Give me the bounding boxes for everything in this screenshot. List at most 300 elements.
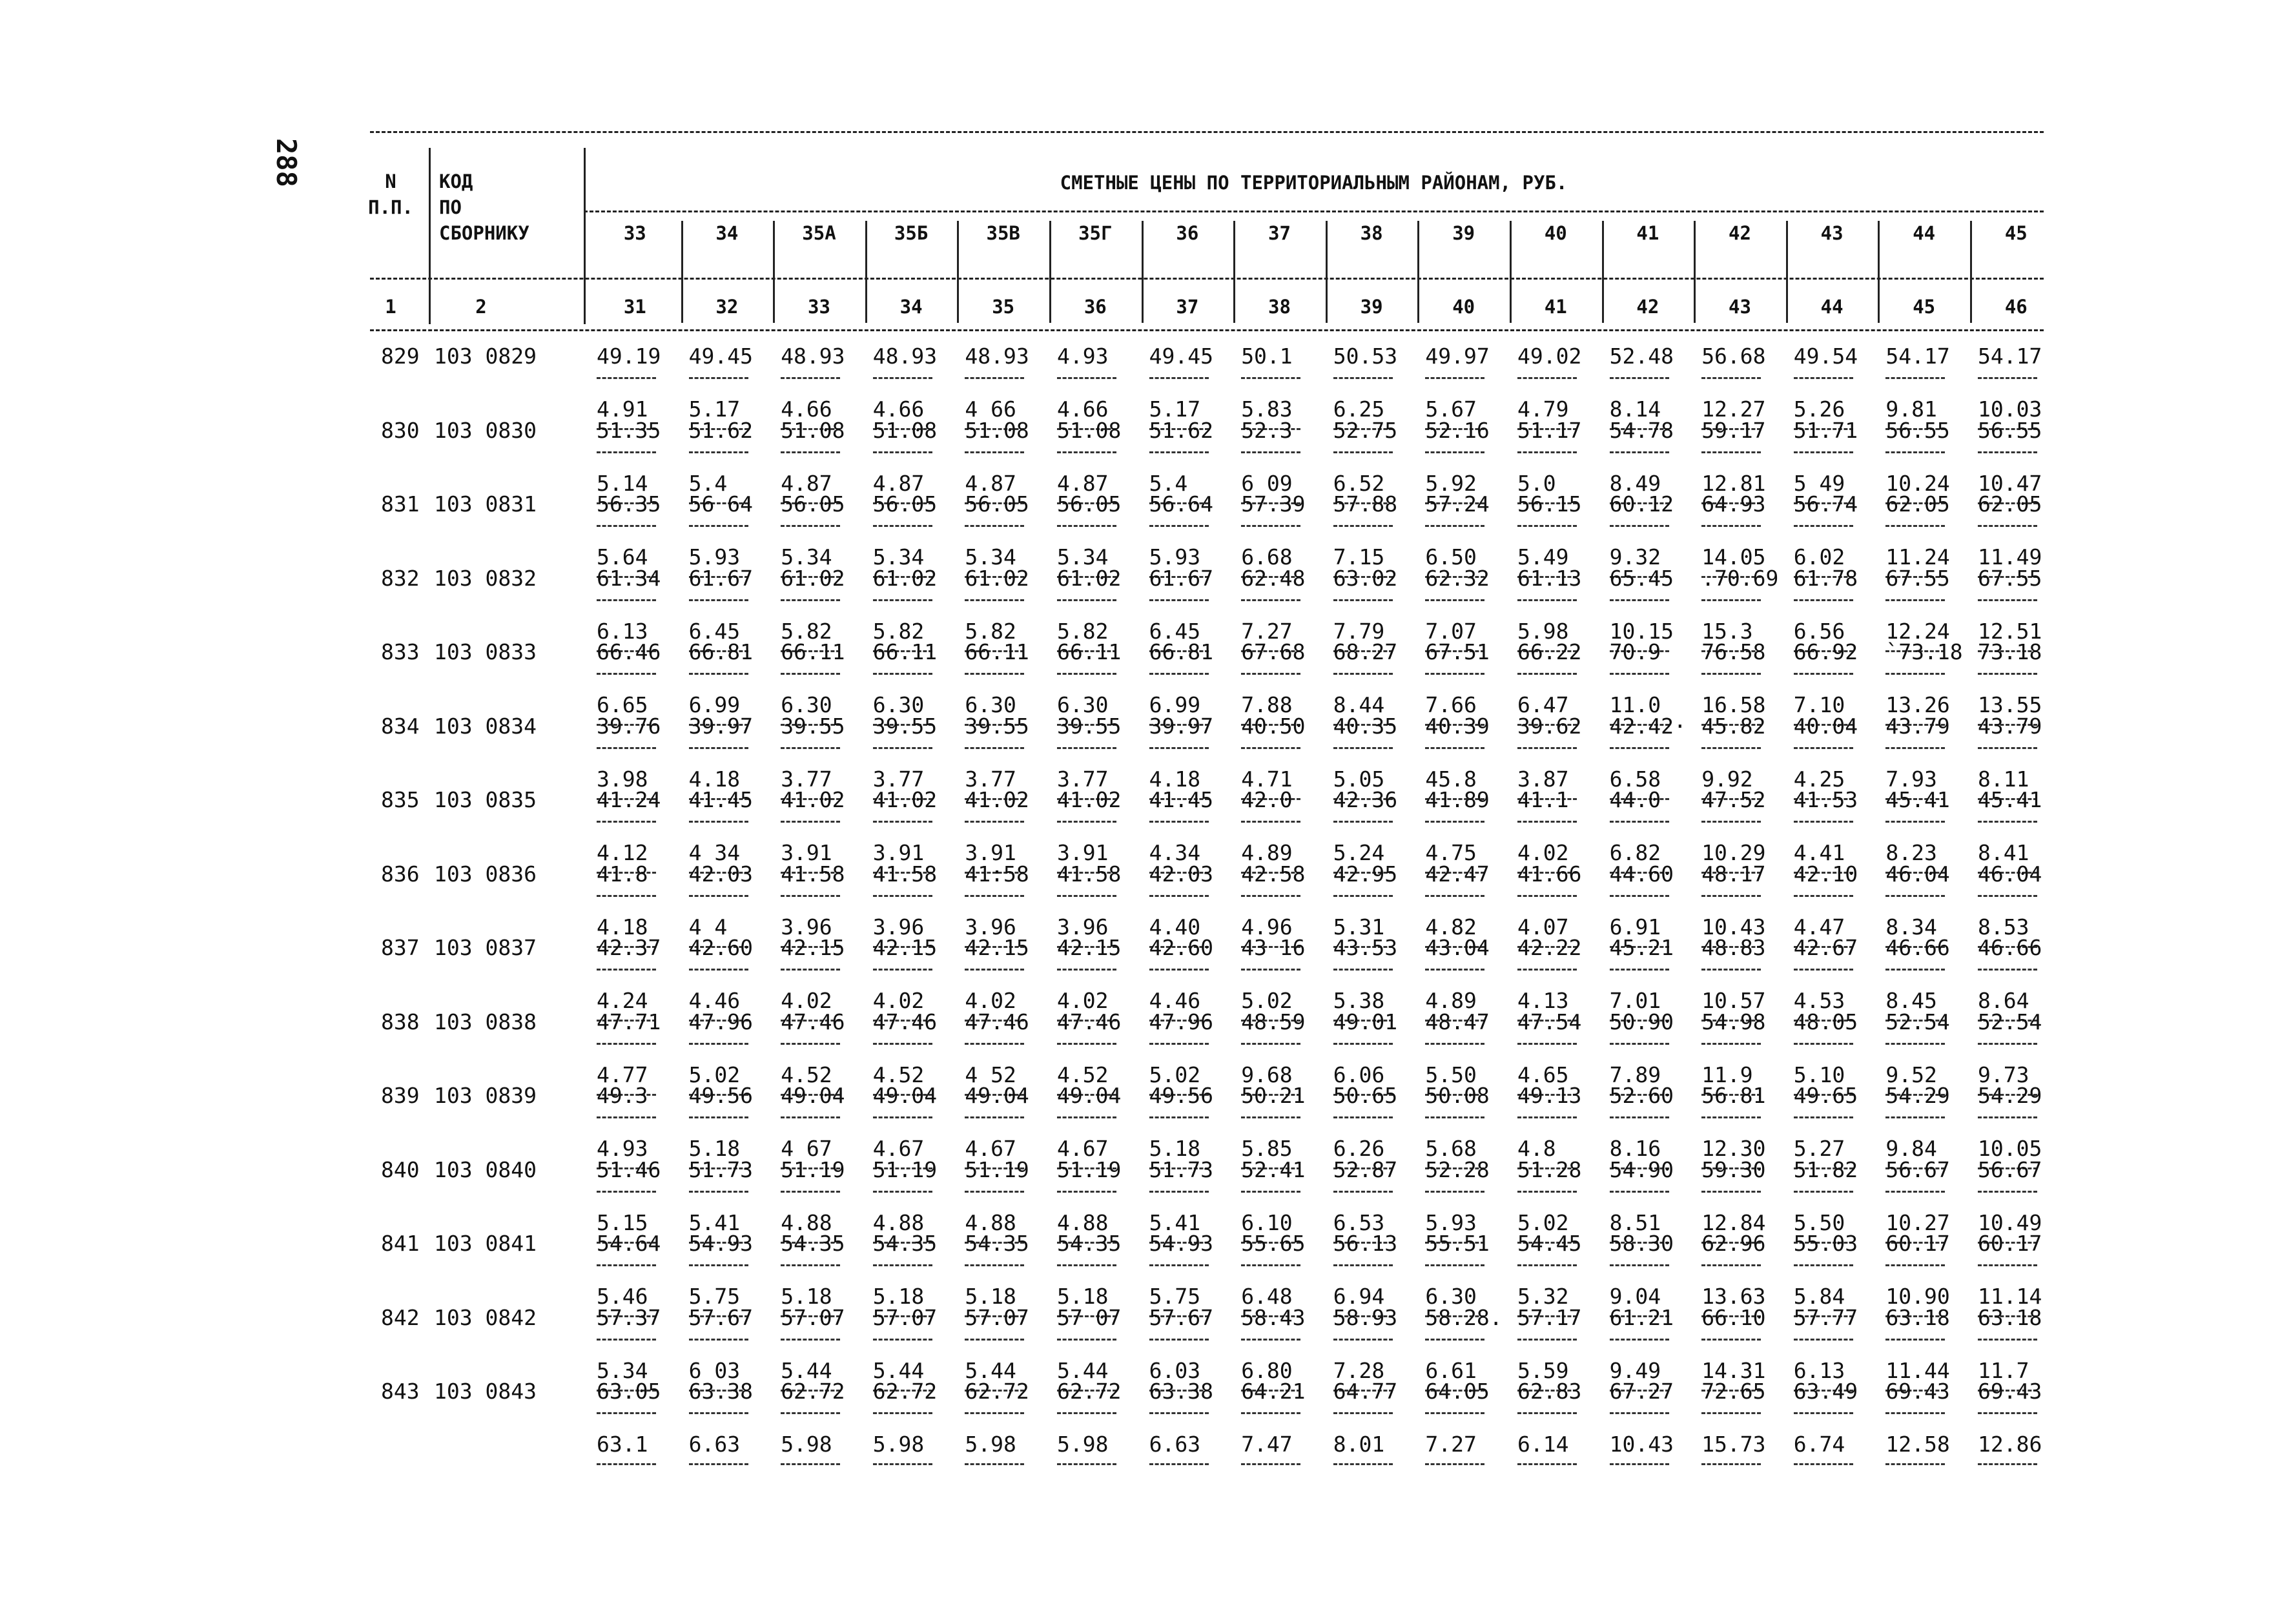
price-value: 8.49 [1609,470,1661,496]
fraction-line [781,1339,840,1341]
price-value: 56 64 [688,491,753,517]
fraction-line [1610,1191,1669,1193]
row-number: 837 [381,935,420,960]
price-value: 7.79 [1333,618,1385,644]
column-number: 36 [1084,296,1107,318]
price-value: 3.77 [872,766,925,792]
fraction-line [1241,599,1300,601]
price-value: 51.19 [872,1156,938,1182]
column-number: 31 [623,296,646,318]
column-number: 1 [385,296,396,318]
price-value: 51.08 [965,417,1029,443]
fraction-line [1978,747,2037,749]
price-value: 6.14 [1517,1432,1569,1457]
fraction-line [1794,1264,1853,1266]
price-value: 52.75 [1333,417,1398,443]
price-value: 61.67 [688,565,753,591]
fraction-line [1610,1043,1669,1045]
price-value: 5.18 [688,1136,741,1161]
fraction-line [597,1339,656,1341]
fraction-line [1149,525,1209,527]
price-value: 6.50 [1425,544,1477,570]
row-number: 836 [381,861,420,887]
price-value: 8.11 [1978,766,2029,792]
table-rule [370,131,2044,133]
price-value: 51.08 [781,417,845,443]
fraction-line [1517,895,1577,897]
fraction-line [1425,599,1484,601]
price-value: 39.76 [597,713,661,739]
price-value: 3.87 [1517,766,1569,792]
fraction-line [965,377,1024,379]
price-value: 48.17 [1701,861,1766,887]
fraction-line [597,1116,656,1118]
price-value: 66.81 [688,639,753,664]
row-code: 103 0835 [434,787,537,812]
price-value: 66.22 [1517,639,1582,664]
price-value: 7.10 [1793,692,1845,717]
fraction-line [965,969,1024,971]
price-value: 51.82 [1793,1156,1858,1182]
price-value: 5.34 [597,1357,648,1383]
price-value: 47.46 [781,1009,845,1034]
price-value: 5.67 [1425,396,1477,422]
price-value: 4.18 [597,914,648,940]
fraction-line [689,821,748,823]
price-value: 14.31 [1701,1357,1766,1383]
fraction-line [1057,673,1116,675]
price-value: 12.27 [1701,396,1766,422]
price-value: 41.02 [1057,787,1122,812]
district-header: 35Б [894,222,929,244]
price-value: 57.07 [965,1304,1029,1330]
price-value: 49.56 [688,1083,753,1108]
fraction-line [1333,599,1393,601]
price-value: 5.44 [781,1357,832,1383]
price-value: 46.04 [1885,861,1950,887]
column-divider [1694,221,1696,323]
fraction-line [1241,1043,1300,1045]
price-value: 52.54 [1885,1009,1950,1034]
price-value: 54.93 [1149,1231,1213,1256]
price-value: 9.49 [1609,1357,1661,1383]
fraction-line [1794,895,1853,897]
price-value: 12.81 [1701,470,1766,496]
price-value: 5.4 [688,470,728,496]
price-value: 11.49 [1978,544,2042,570]
price-value: 4.25 [1793,766,1845,792]
fraction-line [1149,451,1209,453]
fraction-line [1794,1116,1853,1118]
fraction-line [597,1264,656,1266]
price-value: 49.04 [872,1083,938,1108]
price-value: 5.93 [1425,1209,1477,1235]
code-header-label: СБОРНИКУ [439,222,529,244]
column-divider [1142,221,1144,323]
price-value: 5.4 [1149,470,1188,496]
fraction-line [965,747,1024,749]
price-value: 5.14 [597,470,648,496]
price-value: 62.05 [1885,491,1950,517]
price-value: 16.58 [1701,692,1766,717]
price-value: 10.47 [1978,470,2042,496]
fraction-line [1701,1116,1761,1118]
price-value: 56.67 [1885,1156,1950,1182]
price-value: 42.47 [1425,861,1490,887]
price-value: 12.58 [1885,1432,1950,1457]
fraction-line [1978,1412,2037,1414]
price-value: 56.67 [1978,1156,2042,1182]
price-value: 5.93 [1149,544,1201,570]
price-value: 66.46 [597,639,661,664]
fraction-line [1425,451,1484,453]
price-value: 51.17 [1517,417,1582,443]
price-value: 7.07 [1425,618,1477,644]
price-value: 10.43 [1609,1432,1674,1457]
price-value: 54.17 [1978,344,2042,369]
code-header-label: ПО [439,196,462,218]
fraction-line [689,1043,748,1045]
price-value: 39.97 [688,713,753,739]
price-value: 4.41 [1793,840,1845,865]
fraction-line [1794,525,1853,527]
price-value: 57.67 [688,1304,753,1330]
fraction-line [597,969,656,971]
price-value: 62.72 [965,1379,1029,1404]
price-value: 52.48 [1609,344,1674,369]
fraction-line [965,1264,1024,1266]
fraction-line [873,525,932,527]
price-value: 7.47 [1241,1432,1293,1457]
district-header: 34 [715,222,739,244]
fraction-line [597,451,656,453]
price-value: 5.82 [965,618,1016,644]
price-value: 56.15 [1517,491,1582,517]
price-value: 4.87 [965,470,1016,496]
price-value: 8.44 [1333,692,1385,717]
price-value: 46.66 [1885,935,1950,960]
price-value: 62.72 [872,1379,938,1404]
fraction-line [1701,525,1761,527]
price-value: 7.28 [1333,1357,1385,1383]
price-value: 52.3 [1241,417,1293,443]
price-value: 49.54 [1793,344,1858,369]
price-value: 51.73 [1149,1156,1213,1182]
fraction-line [1610,451,1669,453]
fraction-line [1241,895,1300,897]
table-rule [584,211,2044,212]
price-value: 66.10 [1701,1304,1766,1330]
price-value: 62.05 [1978,491,2042,517]
fraction-line [1701,377,1761,379]
price-value: 47.71 [597,1009,661,1034]
price-value: 49.04 [1057,1083,1122,1108]
price-value: 5.05 [1333,766,1385,792]
price-value: 42.15 [872,935,938,960]
fraction-line [781,1412,840,1414]
fraction-line [1333,1043,1393,1045]
fraction-line [1701,747,1761,749]
fraction-line [965,1463,1024,1465]
fraction-line [1517,969,1577,971]
price-value: 56.05 [781,491,845,517]
price-value: 5.98 [965,1432,1016,1457]
np-header-label: N [385,170,396,192]
price-value: 42.15 [781,935,845,960]
fraction-line [1701,1339,1761,1341]
price-value: 5.34 [872,544,925,570]
fraction-line [873,1463,932,1465]
price-value: 63.38 [688,1379,753,1404]
fraction-line [873,895,932,897]
price-value: 57.07 [872,1304,938,1330]
price-value: 3.96 [965,914,1016,940]
fraction-line [873,747,932,749]
price-value: 9.92 [1701,766,1753,792]
district-header: 36 [1176,222,1199,244]
price-value: 56.68 [1701,344,1766,369]
price-value: 3.96 [781,914,832,940]
price-value: 56.05 [965,491,1029,517]
fraction-line [1241,377,1300,379]
fraction-line [1885,1339,1945,1341]
fraction-line [781,599,840,601]
fraction-line [1701,451,1761,453]
fraction-line [1333,451,1393,453]
price-value: 4.88 [965,1209,1016,1235]
price-value: 58.43 [1241,1304,1306,1330]
fraction-line [1517,599,1577,601]
price-value: 3.98 [597,766,648,792]
fraction-line [1978,1264,2037,1266]
fraction-line [1978,1463,2037,1465]
fraction-line [1610,1339,1669,1341]
fraction-line [689,1463,748,1465]
price-value: 4.82 [1425,914,1477,940]
price-value: 5.98 [1057,1432,1109,1457]
price-value: 4.66 [781,396,832,422]
price-value: 4.34 [1149,840,1201,865]
column-number: 46 [2004,296,2028,318]
price-value: 11.7 [1978,1357,2029,1383]
price-value: 47.46 [872,1009,938,1034]
price-value: 4.88 [1057,1209,1109,1235]
price-value: 5.75 [1149,1284,1201,1309]
fraction-line [781,1264,840,1266]
price-value: 62.83 [1517,1379,1582,1404]
price-value: 52.54 [1978,1009,2042,1034]
fraction-line [1885,1264,1945,1266]
price-value: 6 09 [1241,470,1293,496]
fraction-line [1149,1116,1209,1118]
price-value: 10.05 [1978,1136,2042,1161]
fraction-line [873,1043,932,1045]
district-header: 45 [2004,222,2028,244]
fraction-line [1885,1412,1945,1414]
price-value: 70.9 [1609,639,1661,664]
fraction-line [1978,895,2037,897]
fraction-line [1517,821,1577,823]
fraction-line [965,1116,1024,1118]
price-value: 9.84 [1885,1136,1937,1161]
district-header: 42 [1729,222,1751,244]
price-value: 4 4 [688,914,728,940]
price-value: 4.02 [965,988,1016,1013]
fraction-line [1241,969,1300,971]
price-value: 7.88 [1241,692,1293,717]
price-value: 42.42· [1609,713,1687,739]
price-value: 64.93 [1701,491,1766,517]
row-code: 103 0837 [434,935,537,960]
price-value: 67.27 [1609,1379,1674,1404]
row-code: 103 0836 [434,861,537,887]
price-value: 6.99 [1149,692,1201,717]
price-value: 54.78 [1609,417,1674,443]
fraction-line [1333,525,1393,527]
price-value: 57.77 [1793,1304,1858,1330]
price-value: 6.56 [1793,618,1845,644]
price-value: 5.92 [1425,470,1477,496]
fraction-line [1885,1463,1945,1465]
price-value: 6.68 [1241,544,1293,570]
price-value: 52.60 [1609,1083,1674,1108]
fraction-line [873,1264,932,1266]
price-value: 6.45 [1149,618,1201,644]
price-value: 7.01 [1609,988,1661,1013]
fraction-line [1241,1339,1300,1341]
price-value: 61.02 [872,565,938,591]
column-number: 41 [1544,296,1567,318]
price-value: 41.53 [1793,787,1858,812]
price-value: 52.28 [1425,1156,1490,1182]
price-value: 52.16 [1425,417,1490,443]
price-value: 69.43 [1978,1379,2042,1404]
price-value: 45.41 [1885,787,1950,812]
fraction-line [1978,673,2037,675]
column-number: 2 [475,296,487,318]
price-value: 4.52 [872,1062,925,1087]
price-value: 3.91 [781,840,832,865]
price-value: 40.50 [1241,713,1306,739]
price-value: 5.34 [781,544,832,570]
district-header: 33 [623,222,646,244]
price-value: 40.39 [1425,713,1490,739]
price-value: 4 66 [965,396,1016,422]
column-number: 40 [1452,296,1475,318]
code-header-label: КОД [439,170,473,192]
price-value: 64.21 [1241,1379,1306,1404]
price-value: 48.59 [1241,1009,1306,1034]
fraction-line [1701,969,1761,971]
fraction-line [965,673,1024,675]
price-value: 47.96 [688,1009,753,1034]
fraction-line [1885,525,1945,527]
row-code: 103 0830 [434,417,537,443]
district-header: 43 [1820,222,1844,244]
price-value: 5.02 [1517,1209,1569,1235]
price-value: 13.63 [1701,1284,1766,1309]
price-value: 66.11 [781,639,845,664]
fraction-line [689,1116,748,1118]
fraction-line [1333,969,1393,971]
row-code: 103 0831 [434,491,537,517]
fraction-line [1149,599,1209,601]
price-value: 57.39 [1241,491,1306,517]
price-value: 49.56 [1149,1083,1213,1108]
price-value: 56.05 [872,491,938,517]
price-value: 5.44 [1057,1357,1109,1383]
price-value: 46.04 [1978,861,2042,887]
price-value: 11.9 [1701,1062,1753,1087]
price-value: 49.13 [1517,1083,1582,1108]
price-value: 40.35 [1333,713,1398,739]
price-value: 49.04 [781,1083,845,1108]
price-value: 66.11 [872,639,938,664]
price-value: `73.18 [1885,639,1963,664]
fraction-line [1425,1412,1484,1414]
table-rule [370,329,2044,331]
price-value: 6.91 [1609,914,1661,940]
price-value: 42.60 [1149,935,1213,960]
row-number: 835 [381,787,420,812]
price-value: 41.58 [872,861,938,887]
price-value: 41:58 [965,861,1029,887]
price-value: 8.14 [1609,396,1661,422]
price-value: 62.32 [1425,565,1490,591]
price-value: 42.36 [1333,787,1398,812]
fraction-line [597,821,656,823]
price-value: 4.75 [1425,840,1477,865]
fraction-line [965,1339,1024,1341]
row-code: 103 0834 [434,713,537,739]
column-number: 42 [1636,296,1659,318]
fraction-line [1517,1412,1577,1414]
column-divider [1049,221,1051,323]
price-value: 11.14 [1978,1284,2042,1309]
fraction-line [1794,969,1853,971]
fraction-line [1057,1116,1116,1118]
price-value: 47.46 [1057,1009,1122,1034]
price-value: 46.66 [1978,935,2042,960]
fraction-line [1241,1463,1300,1465]
price-value: 49.01 [1333,1009,1398,1034]
fraction-line [1701,821,1761,823]
district-header: 35А [802,222,836,244]
fraction-line [873,1116,932,1118]
price-value: 61.02 [781,565,845,591]
fraction-line [1333,895,1393,897]
price-value: 43.79 [1885,713,1950,739]
price-value: 6.30 [872,692,925,717]
price-value: 45.8 [1425,766,1477,792]
price-value: 6.47 [1517,692,1569,717]
fraction-line [1149,1463,1209,1465]
price-value: 47.96 [1149,1009,1213,1034]
price-value: 41.58 [781,861,845,887]
fraction-line [1794,377,1853,379]
price-value: 41.8 [597,861,648,887]
price-value: 5.98 [1517,618,1569,644]
fraction-line [1885,747,1945,749]
price-value: 56.35 [597,491,661,517]
price-value: 42.60 [688,935,753,960]
row-number: 829 [381,344,420,369]
fraction-line [1425,1339,1484,1341]
price-value: 41.58 [1057,861,1122,887]
price-value: 55.65 [1241,1231,1306,1256]
price-value: 6.74 [1793,1432,1845,1457]
fraction-line [1610,1412,1669,1414]
